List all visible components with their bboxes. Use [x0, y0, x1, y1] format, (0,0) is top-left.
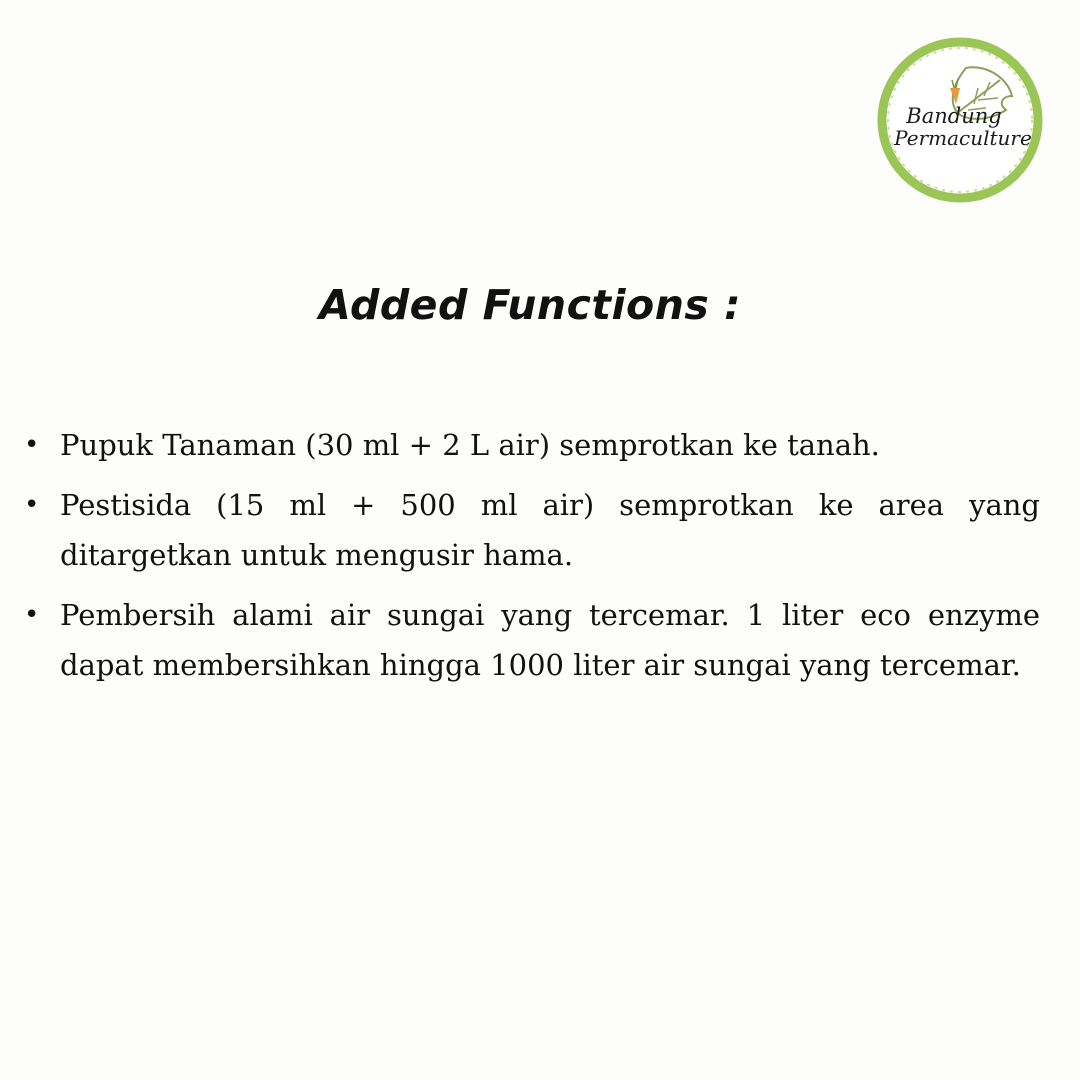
bullet-icon: • — [24, 600, 40, 630]
page-title: Added Functions : — [319, 281, 741, 329]
list-item-text: Pestisida (15 ml + 500 ml air) semprotkan ke area yang ditargetkan untuk mengusir hama. — [60, 488, 1040, 572]
bullet-icon: • — [24, 490, 40, 520]
logo-text-line2: Permaculture — [894, 126, 1032, 150]
list-item-text: Pupuk Tanaman (30 ml + 2 L air) semprotkan ke tanah. — [60, 428, 880, 462]
list-item-text: Pembersih alami air sungai yang tercemar. 1 liter eco enzyme dapat membersihkan hingga 1000 liter air sungai yang tercemar. — [60, 598, 1040, 682]
list-item — [24, 480, 1040, 580]
logo-text-line1: Bandung — [906, 104, 1002, 128]
bullet-icon: • — [24, 430, 40, 460]
functions-list — [24, 420, 1040, 700]
list-item — [24, 590, 1040, 690]
list-item — [24, 420, 1040, 470]
bandung-permaculture-logo — [874, 34, 1046, 206]
